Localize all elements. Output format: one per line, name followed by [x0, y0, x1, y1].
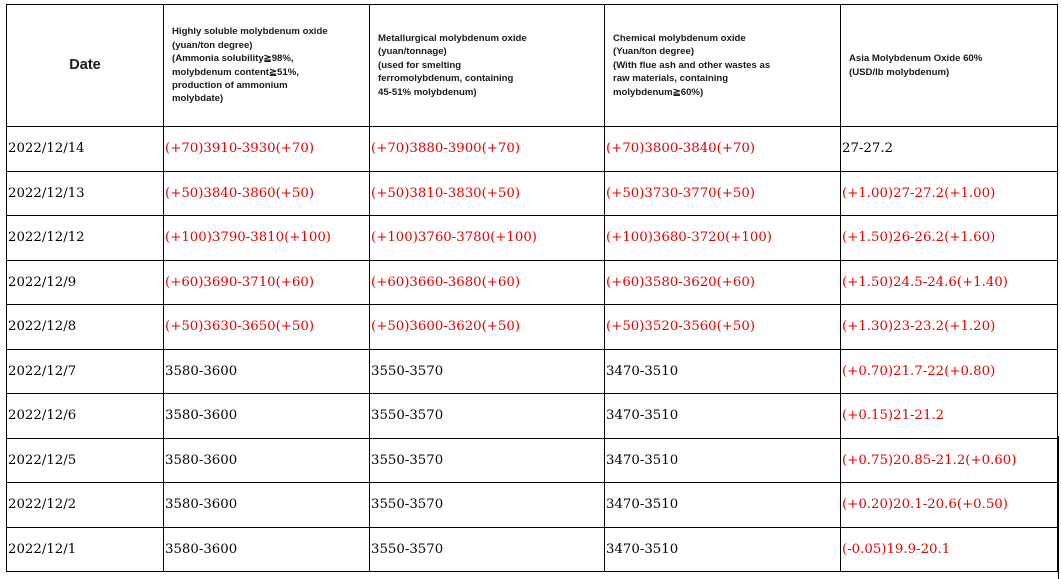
- header-line: (With flue ash and other wastes as: [613, 59, 771, 71]
- chemical-cell: (+50)3730-3770(+50): [605, 171, 841, 216]
- asia-cell: (+0.15)21-21.2: [841, 394, 1058, 439]
- header-line: (yuan/tonnage): [378, 46, 447, 58]
- header-line: (Ammonia solubility≧98%,: [172, 53, 294, 65]
- header-line: (USD/lb molybdenum): [849, 66, 950, 78]
- table-row: [7, 394, 1058, 439]
- highly-soluble-cell: (+100)3790-3810(+100): [164, 216, 370, 261]
- header-line: (yuan/ton degree): [172, 39, 253, 51]
- chemical-cell: 3470-3510: [605, 527, 841, 572]
- metallurgical-cell: (+50)3810-3830(+50): [370, 171, 605, 216]
- chemical-cell: (+100)3680-3720(+100): [605, 216, 841, 261]
- header-line: molybdenum≧60%): [613, 86, 704, 98]
- header-line: 45-51% molybdenum): [378, 86, 477, 98]
- header-highly-soluble: [164, 5, 370, 127]
- date-cell: 2022/12/7: [7, 349, 164, 394]
- highly-soluble-cell: 3580-3600: [164, 394, 370, 439]
- table-edge-line: [1058, 436, 1059, 579]
- header-line: (used for smelting: [378, 59, 462, 71]
- chemical-cell: 3470-3510: [605, 438, 841, 483]
- date-cell: 2022/12/5: [7, 438, 164, 483]
- chemical-cell: 3470-3510: [605, 394, 841, 439]
- header-line: production of ammonium: [172, 79, 288, 91]
- metallurgical-cell: 3550-3570: [370, 483, 605, 528]
- metallurgical-cell: 3550-3570: [370, 349, 605, 394]
- metallurgical-cell: 3550-3570: [370, 527, 605, 572]
- highly-soluble-cell: 3580-3600: [164, 527, 370, 572]
- header-line: Chemical molybdenum oxide: [613, 32, 746, 44]
- table-row: [7, 171, 1058, 216]
- chemical-cell: (+50)3520-3560(+50): [605, 305, 841, 350]
- asia-cell: (+0.20)20.1-20.6(+0.50): [841, 483, 1058, 528]
- date-cell: 2022/12/13: [7, 171, 164, 216]
- header-metallurgical: [370, 5, 605, 127]
- table-row: [7, 216, 1058, 261]
- metallurgical-cell: (+70)3880-3900(+70): [370, 127, 605, 172]
- highly-soluble-cell: (+50)3840-3860(+50): [164, 171, 370, 216]
- table-row: [7, 349, 1058, 394]
- chemical-cell: (+60)3580-3620(+60): [605, 260, 841, 305]
- asia-cell: (+1.00)27-27.2(+1.00): [841, 171, 1058, 216]
- asia-cell: (+0.75)20.85-21.2(+0.60): [841, 438, 1058, 483]
- highly-soluble-cell: 3580-3600: [164, 483, 370, 528]
- table-row: [7, 438, 1058, 483]
- date-cell: 2022/12/8: [7, 305, 164, 350]
- date-cell: 2022/12/2: [7, 483, 164, 528]
- asia-cell: (+1.30)23-23.2(+1.20): [841, 305, 1058, 350]
- asia-cell: (+1.50)26-26.2(+1.60): [841, 216, 1058, 261]
- chemical-cell: 3470-3510: [605, 349, 841, 394]
- chemical-cell: 3470-3510: [605, 483, 841, 528]
- header-chemical: [605, 5, 841, 127]
- date-cell: 2022/12/14: [7, 127, 164, 172]
- header-asia: [841, 5, 1058, 127]
- header-line: molybdenum content≧51%,: [172, 66, 299, 78]
- metallurgical-cell: (+60)3660-3680(+60): [370, 260, 605, 305]
- metallurgical-cell: 3550-3570: [370, 438, 605, 483]
- header-line: Asia Molybdenum Oxide 60%: [849, 53, 983, 65]
- header-line: (Yuan/ton degree): [613, 46, 695, 58]
- header-line: ferromolybdenum, containing: [378, 73, 514, 85]
- table-row: [7, 260, 1058, 305]
- highly-soluble-cell: (+60)3690-3710(+60): [164, 260, 370, 305]
- table-row: [7, 527, 1058, 572]
- header-date: Date: [7, 5, 164, 127]
- highly-soluble-cell: 3580-3600: [164, 349, 370, 394]
- header-line: molybdate): [172, 93, 224, 105]
- date-cell: 2022/12/9: [7, 260, 164, 305]
- date-cell: 2022/12/12: [7, 216, 164, 261]
- header-line: raw materials, containing: [613, 73, 729, 85]
- highly-soluble-cell: (+50)3630-3650(+50): [164, 305, 370, 350]
- molybdenum-price-table: [6, 4, 1058, 572]
- metallurgical-cell: (+50)3600-3620(+50): [370, 305, 605, 350]
- table-body: [7, 127, 1058, 572]
- table-row: [7, 127, 1058, 172]
- metallurgical-cell: (+100)3760-3780(+100): [370, 216, 605, 261]
- date-cell: 2022/12/6: [7, 394, 164, 439]
- header-line: Highly soluble molybdenum oxide: [172, 26, 328, 38]
- highly-soluble-cell: (+70)3910-3930(+70): [164, 127, 370, 172]
- asia-cell: (+0.70)21.7-22(+0.80): [841, 349, 1058, 394]
- header-line: Metallurgical molybdenum oxide: [378, 32, 527, 44]
- asia-cell: (+1.50)24.5-24.6(+1.40): [841, 260, 1058, 305]
- metallurgical-cell: 3550-3570: [370, 394, 605, 439]
- chemical-cell: (+70)3800-3840(+70): [605, 127, 841, 172]
- asia-cell: 27-27.2: [841, 127, 1058, 172]
- date-cell: 2022/12/1: [7, 527, 164, 572]
- asia-cell: (-0.05)19.9-20.1: [841, 527, 1058, 572]
- table-row: [7, 483, 1058, 528]
- table-row: [7, 305, 1058, 350]
- highly-soluble-cell: 3580-3600: [164, 438, 370, 483]
- header-row: [7, 5, 1058, 127]
